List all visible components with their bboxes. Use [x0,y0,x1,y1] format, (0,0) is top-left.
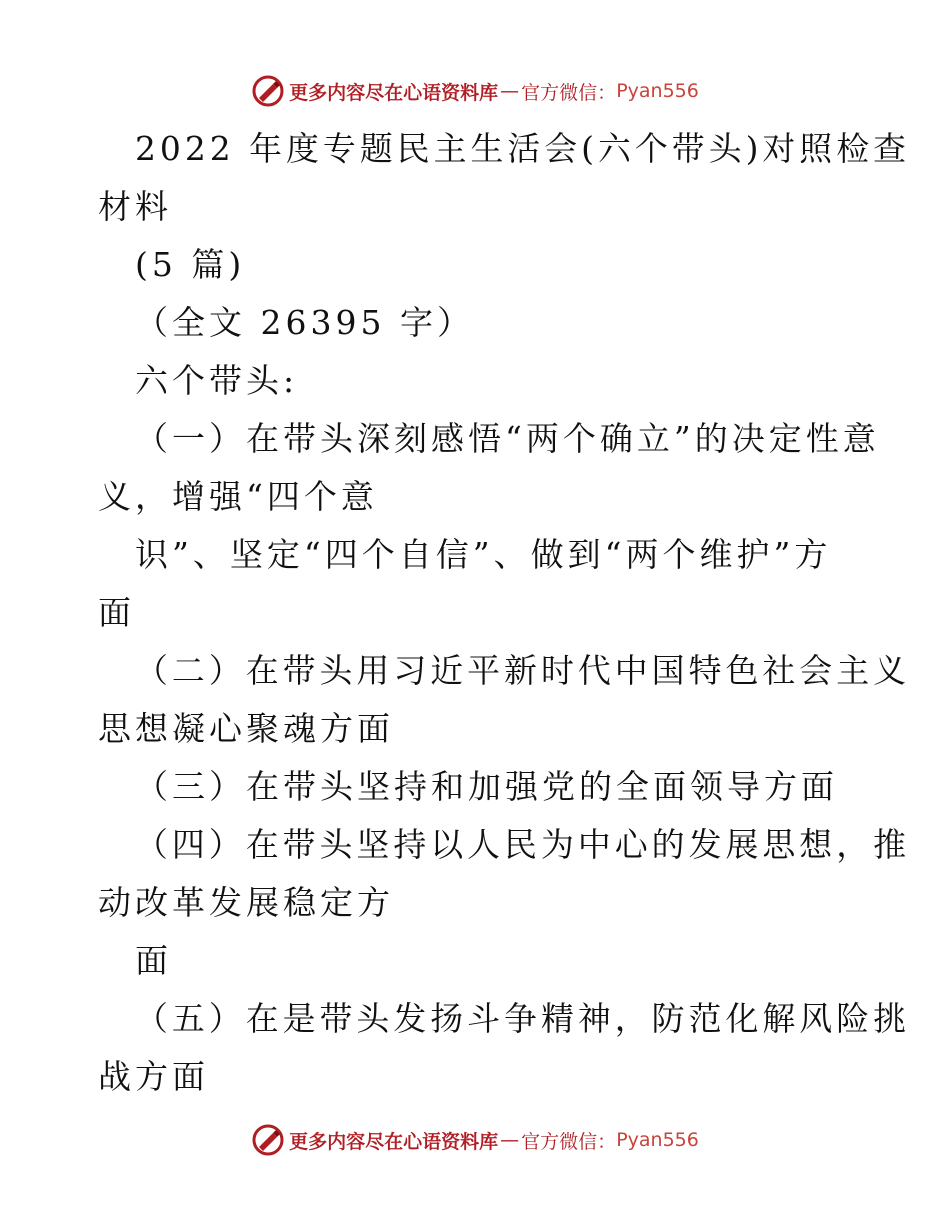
list-item-5-line-2: 战方面 [98,1057,209,1096]
document-title-line-2: 材料 [98,187,172,226]
document-title-line-1: 2022 年度专题民主生活会(六个带头)对照检查 [135,129,910,168]
list-item-1-line-4: 面 [98,593,135,632]
list-item-1-line-2: 义，增强“四个意 [98,477,378,516]
list-item-2-line-1: （二）在带头用习近平新时代中国特色社会主义 [135,651,910,690]
list-item-3: （三）在带头坚持和加强党的全面领导方面 [135,767,838,806]
list-item-1-line-1: （一）在带头深刻感悟“两个确立”的决定性意 [135,419,880,458]
header-banner [0,71,950,111]
document-word-count: （全文 26395 字） [135,303,474,342]
list-item-4-line-2: 动改革发展稳定方 [98,883,394,922]
pen-logo-icon [251,74,285,108]
banner-wechat-id: Pyan556 [616,1129,699,1151]
banner-wechat-label: 官方微信： [521,1130,617,1153]
list-item-4-line-1: （四）在带头坚持以人民为中心的发展思想，推 [135,825,910,864]
pen-logo-icon [251,1123,285,1157]
section-heading: 六个带头: [135,361,299,400]
list-item-5-line-1: （五）在是带头发扬斗争精神，防范化解风险挑 [135,999,910,1038]
banner-brand: 更多内容尽在心语资料库 [289,1130,499,1153]
list-item-1-line-3: 识”、坚定“四个自信”、做到“两个维护”方 [135,535,832,574]
list-item-4-line-3: 面 [135,941,172,980]
banner-dash: — [500,1129,520,1151]
footer-banner [0,1120,950,1160]
banner-dash: — [500,80,520,102]
list-item-2-line-2: 思想凝心聚魂方面 [98,709,394,748]
banner-brand: 更多内容尽在心语资料库 [289,81,499,104]
banner-wechat-label: 官方微信： [521,81,617,104]
banner-wechat-id: Pyan556 [616,80,699,102]
document-article-count: (5 篇) [135,245,246,284]
